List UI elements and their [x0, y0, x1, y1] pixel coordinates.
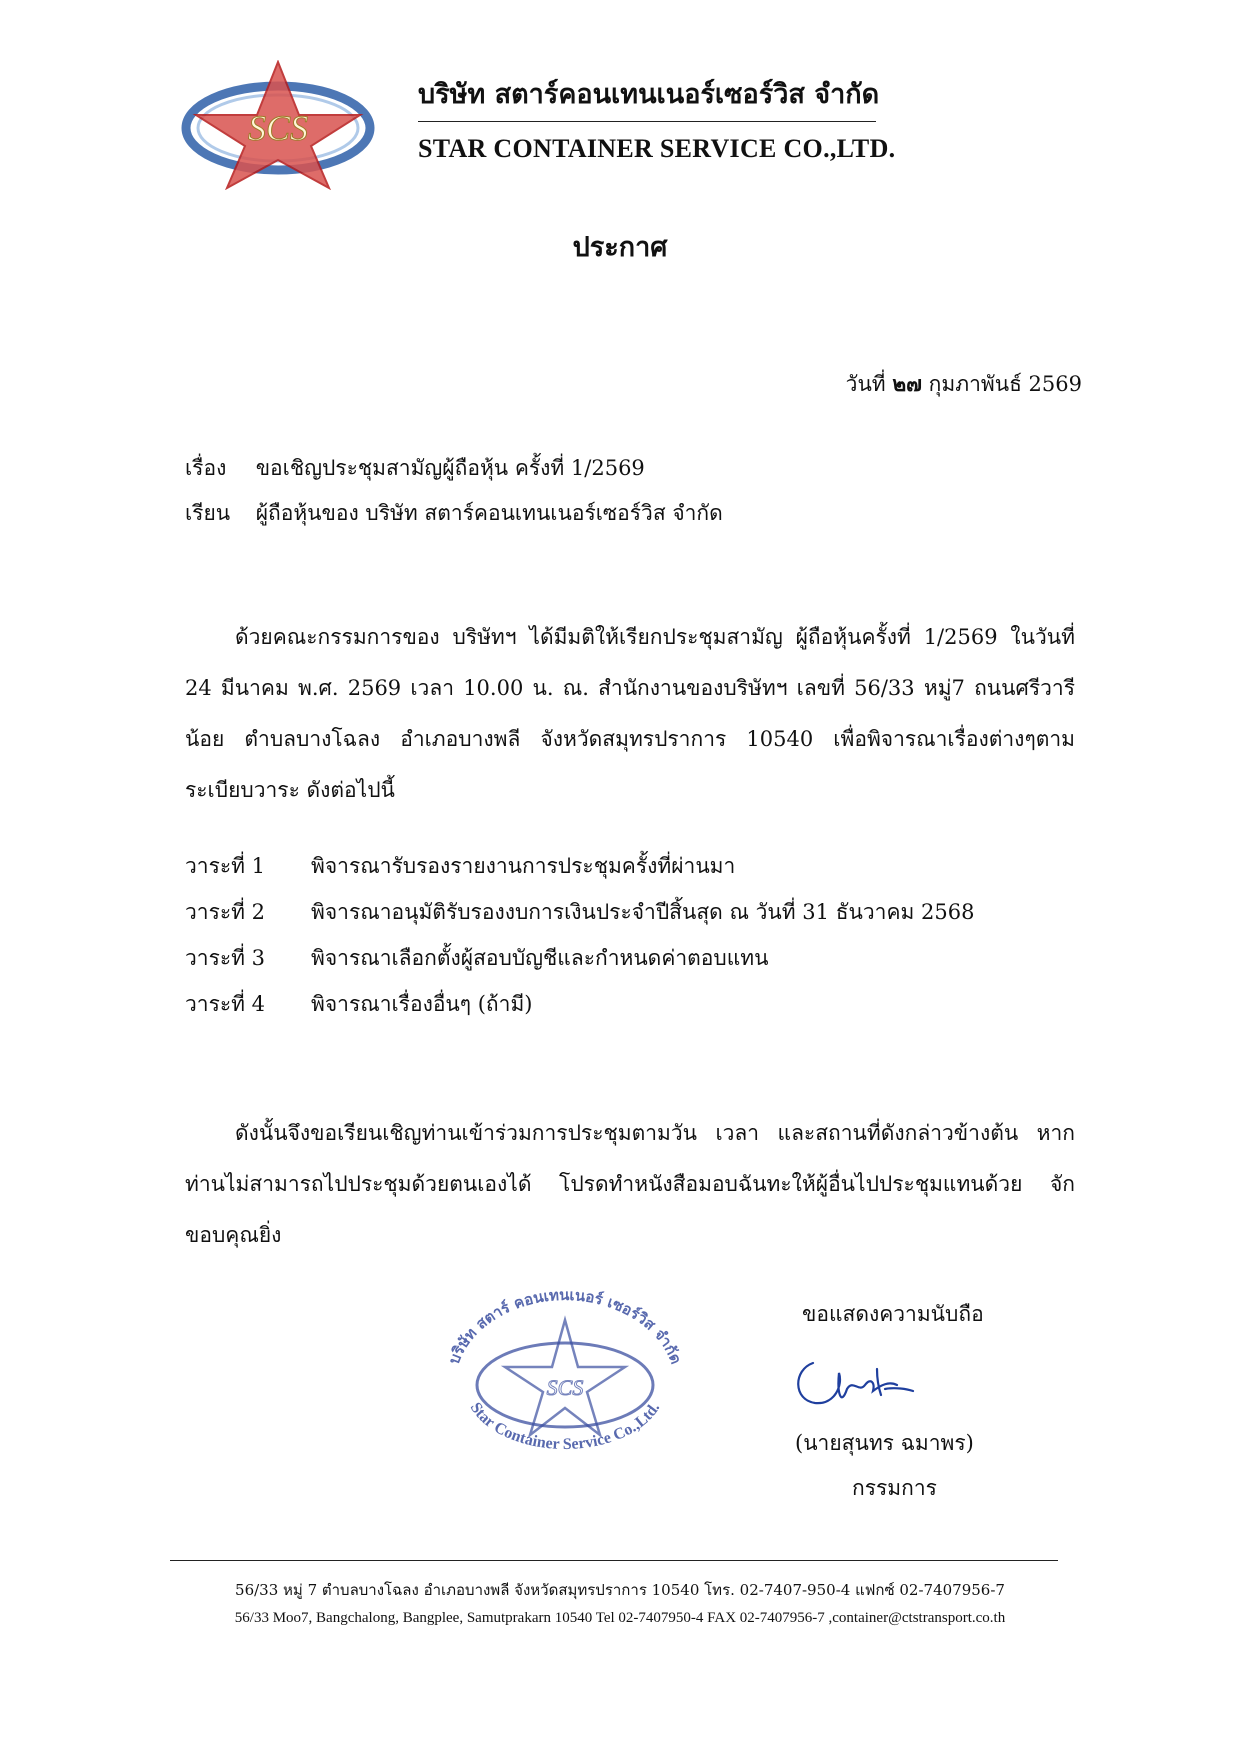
agenda-text: พิจารณาเลือกตั้งผู้สอบบัญชีและกำหนดค่าตอบแทน	[311, 946, 769, 970]
header-divider	[418, 121, 876, 122]
date-day: ๒๗	[892, 371, 922, 396]
footer-address-thai: 56/33 หมู่ 7 ตำบลบางโฉลง อำเภอบางพลี จังหวัดสมุทรปราการ 10540 โทร. 02-7407-950-4 แฟกซ์ 02-7407956-7	[235, 1581, 1005, 1599]
footer-divider	[170, 1560, 1058, 1561]
agenda-item	[185, 942, 768, 975]
date-month-year: กุมภาพันธ์ 2569	[928, 372, 1082, 396]
subject-label: เรื่อง	[185, 456, 227, 480]
agenda-text: พิจารณาเรื่องอื่นๆ (ถ้ามี)	[311, 992, 533, 1016]
body-paragraph	[185, 612, 1075, 816]
document-date	[846, 368, 1082, 401]
footer-address-english: 56/33 Moo7, Bangchalong, Bangplee, Samutprakarn 10540 Tel 02-7407950-4 FAX 02-7407956-7 ,container@ctstransport.co.th	[234, 1610, 1006, 1626]
closing-regards: ขอแสดงความนับถือ	[802, 1302, 984, 1326]
body-text: ด้วยคณะกรรมการของ บริษัทฯ ได้มีมติให้เรียกประชุมสามัญ ผู้ถือหุ้นครั้งที่ 1/2569 ในวันที่ 24 มีนาคม พ.ศ. 2569 เวลา 10.00 น. ณ. สำนักงานของบริษัทฯ เลขที่ 56/33 หมู่7 ถนนศรีวารีน้อย ตำบลบางโฉลง อำเภอบางพลี จังหวัดสมุทรปราการ 10540 เพื่อพิจารณาเรื่องต่างๆตามระเบียบวาระ ดังต่อไปนี้	[185, 625, 1075, 802]
agenda-item	[185, 896, 974, 929]
stamp-outer-text: บริษัท สตาร์ คอนเทนเนอร์ เซอร์วิส จำกัด	[444, 1285, 686, 1367]
document-title: ประกาศ	[572, 232, 668, 263]
agenda-item	[185, 988, 532, 1021]
svg-text:บริษัท สตาร์ คอนเทนเนอร์ เซอร์	[445, 1286, 685, 1367]
agenda-label: วาระที่ 4	[185, 992, 266, 1016]
closing-paragraph	[185, 1108, 1075, 1261]
handwritten-signature	[785, 1345, 935, 1420]
company-stamp	[425, 1275, 705, 1455]
subject-text: ขอเชิญประชุมสามัญผู้ถือหุ้น ครั้งที่ 1/2569	[255, 456, 645, 480]
recipient-row	[185, 497, 723, 530]
company-name-english: STAR CONTAINER SERVICE CO.,LTD.	[418, 134, 896, 163]
agenda-label: วาระที่ 1	[185, 854, 266, 878]
agenda-text: พิจารณาอนุมัติรับรองงบการเงินประจำปีสิ้นสุด ณ วันที่ 31 ธันวาคม 2568	[311, 900, 975, 924]
signer-position: กรรมการ	[852, 1476, 937, 1500]
recipient-label: เรียน	[185, 501, 231, 525]
closing-text: ดังนั้นจึงขอเรียนเชิญท่านเข้าร่วมการประชุมตามวัน เวลา และสถานที่ดังกล่าวข้างต้น หากท่านไม่สามารถไปประชุมด้วยตนเองได้ โปรดทำหนังสือมอบฉันทะให้ผู้อื่นไปประชุมแทนด้วย จักขอบคุณยิ่ง	[185, 1121, 1075, 1247]
agenda-label: วาระที่ 2	[185, 900, 266, 924]
recipient-text: ผู้ถือหุ้นของ บริษัท สตาร์คอนเทนเนอร์เซอร์วิส จำกัด	[255, 501, 723, 525]
logo-text: SCS	[247, 108, 309, 148]
subject-row	[185, 452, 645, 485]
company-name-thai: บริษัท สตาร์คอนเทนเนอร์เซอร์วิส จำกัด	[418, 79, 880, 110]
agenda-label: วาระที่ 3	[185, 946, 266, 970]
signer-name: (นายสุนทร ฉมาพร)	[795, 1431, 974, 1455]
agenda-item	[185, 850, 735, 883]
stamp-inner-text: SCS	[546, 1375, 584, 1400]
stamp-bottom-text: Star Container Service Co.,Ltd.	[466, 1399, 664, 1454]
date-prefix: วันที่	[845, 372, 886, 396]
agenda-text: พิจารณารับรองรายงานการประชุมครั้งที่ผ่านมา	[311, 854, 736, 878]
company-logo	[178, 60, 378, 190]
